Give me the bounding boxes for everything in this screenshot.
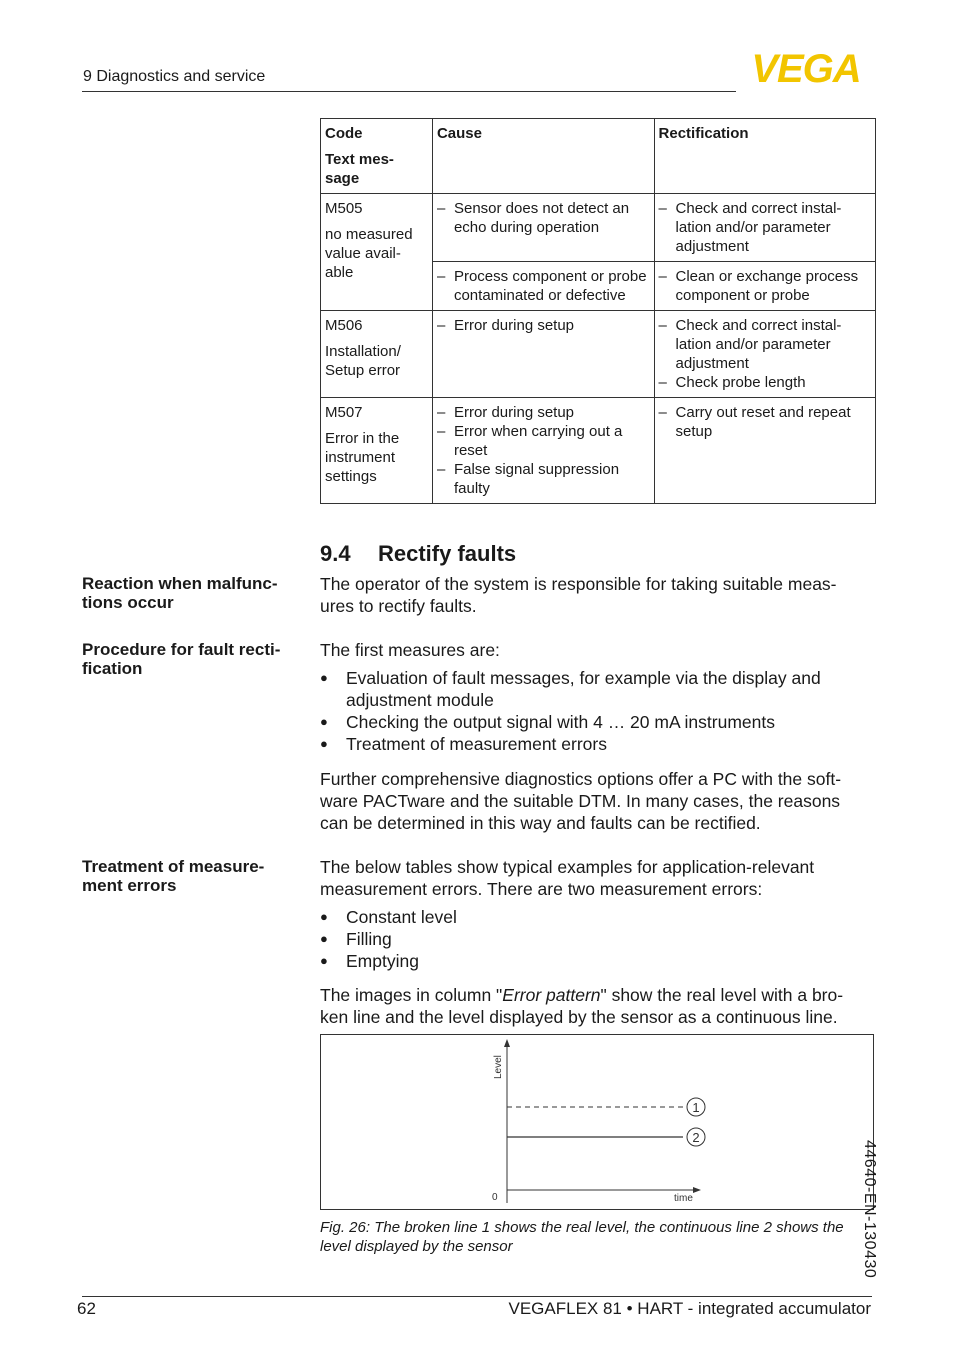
section-number: 9.4 (320, 541, 351, 566)
table-row (321, 311, 876, 398)
paragraph-first-measures: The first measures are: (320, 640, 500, 660)
paragraph-measurement-errors: The below tables show typical examples for application-relevant measurement errors. There are two measurement errors: (320, 857, 815, 899)
list-item: ● Evaluation of fault messages, for example via the display and adjustment module (320, 668, 821, 710)
rectification-cell: – Carry out reset and repeat setup (654, 398, 875, 504)
document-number: 44640-EN-130430 (861, 1140, 878, 1279)
x-axis-label: time (674, 1193, 693, 1204)
rectification-cell: – Clean or exchange process component or probe (654, 262, 875, 311)
table-row (321, 398, 876, 504)
col-header-code: Code Text mes- sage (321, 119, 433, 194)
cause-cell: – Error during setup (432, 311, 654, 398)
list-item: ● Emptying (320, 951, 419, 971)
x-axis-arrow-icon (693, 1187, 701, 1193)
vega-logo (740, 50, 872, 86)
margin-label-procedure: Procedure for fault recti-fication (82, 640, 281, 678)
section-heading (320, 541, 516, 567)
col-header-cause: Cause (432, 119, 654, 194)
paragraph-responsibility: The operator of the system is responsible for taking suitable meas-ures to rectify faults. (320, 574, 837, 616)
paragraph-error-pattern: The images in column "Error pattern" show the real level with a bro-ken line and the level displayed by the sensor as a continuous line. (320, 985, 844, 1027)
bullet-list-measures (320, 667, 860, 755)
table-header-row (321, 119, 876, 194)
marker-1-label: 1 (692, 1100, 700, 1115)
figure-box (320, 1034, 874, 1210)
code-cell: M505 no measured value avail-able (321, 194, 433, 311)
footer-title: VEGAFLEX 81 • HART - integrated accumulator (508, 1299, 871, 1318)
cause-cell: – Process component or probe contaminated or defective (432, 262, 654, 311)
origin-label: 0 (492, 1192, 498, 1203)
error-messages-table (320, 118, 876, 504)
cause-cell: – Error during setup – Error when carrying out a reset – False signal suppression faulty (432, 398, 654, 504)
table-row (321, 194, 876, 262)
marker-2-label: 2 (692, 1130, 700, 1145)
page-number: 62 (77, 1299, 96, 1318)
cause-cell: – Sensor does not detect an echo during operation (432, 194, 654, 262)
rectification-cell: – Check and correct instal-lation and/or parameter adjustment – Check probe length (654, 311, 875, 398)
rectification-cell: – Check and correct instal-lation and/or parameter adjustment (654, 194, 875, 262)
list-item: ● Treatment of measurement errors (320, 734, 607, 754)
section-title: Rectify faults (378, 541, 517, 566)
y-axis-arrow-icon (504, 1039, 510, 1047)
header-divider (82, 91, 736, 92)
code-cell: M507 Error in the instrument settings (321, 398, 433, 504)
list-item: ● Constant level (320, 907, 457, 927)
y-axis-label: Level (493, 1055, 504, 1079)
footer-divider (82, 1296, 872, 1297)
margin-label-treatment: Treatment of measure-ment errors (82, 857, 265, 895)
list-item: ● Checking the output signal with 4 … 20 mA instruments (320, 712, 775, 732)
paragraph-diagnostics: Further comprehensive diagnostics options offer a PC with the soft-ware PACTware and the suitable DTM. In many cases, the reasons can be determined in this way and faults can be rectified. (320, 769, 842, 833)
list-item: ● Filling (320, 929, 392, 949)
figure-caption: Fig. 26: The broken line 1 shows the real level, the continuous line 2 shows the level displayed by the sensor (320, 1219, 844, 1255)
level-diagram (321, 1035, 873, 1209)
col-header-rectification: Rectification (654, 119, 875, 194)
header-section-title: 9 Diagnostics and service (83, 68, 266, 85)
margin-label-reaction: Reaction when malfunc-tions occur (82, 574, 278, 612)
code-cell: M506 Installation/ Setup error (321, 311, 433, 398)
bullet-list-errors (320, 906, 860, 972)
vega-logo-text: VEGA (751, 50, 861, 86)
